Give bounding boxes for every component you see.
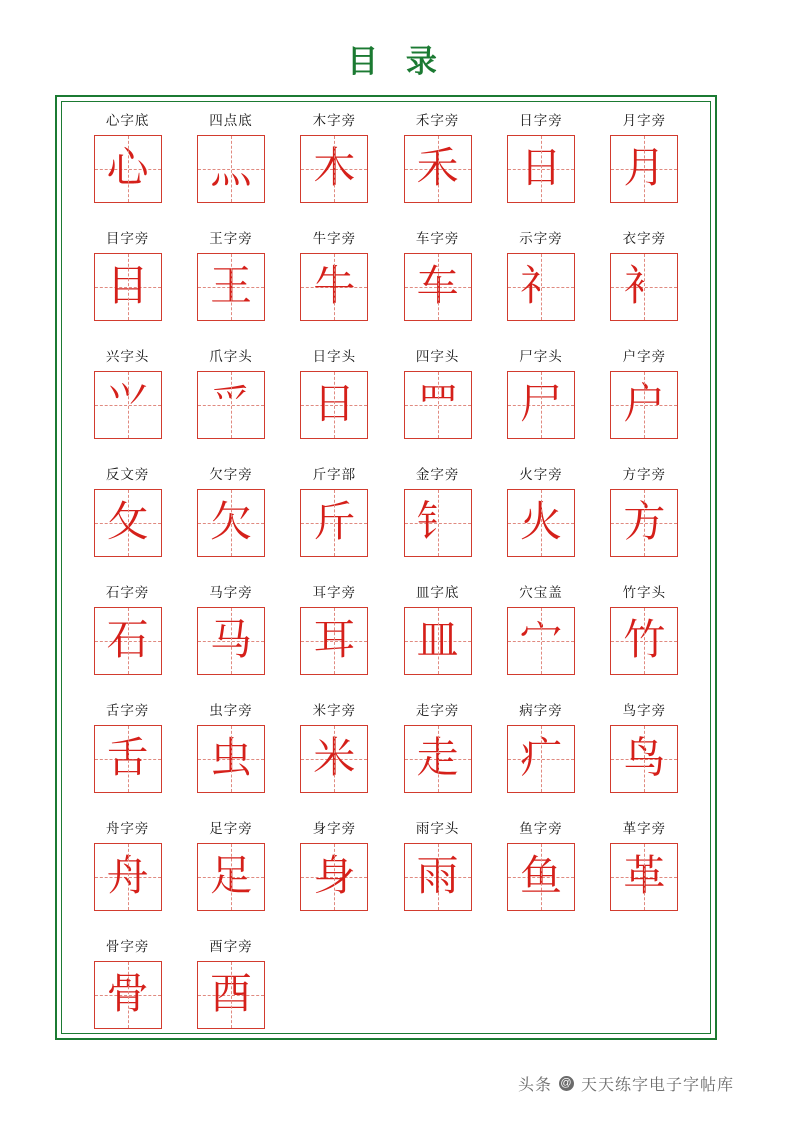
watermark-badge: 头条 — [517, 1077, 552, 1094]
radical-label: 鱼字旁 — [519, 821, 563, 836]
radical-cell — [179, 114, 282, 232]
radical-cell — [386, 350, 489, 468]
radical-cell — [283, 586, 386, 704]
radical-label: 斤字部 — [312, 467, 357, 482]
radical-cell — [283, 468, 386, 586]
radical-cell — [489, 822, 592, 940]
radical-glyph: 走 — [416, 736, 459, 782]
radical-label: 方字旁 — [622, 467, 667, 482]
radical-label: 皿字底 — [415, 585, 460, 600]
radical-glyph: 火 — [519, 500, 562, 546]
radical-label: 马字旁 — [209, 585, 253, 600]
tianzige-box — [197, 607, 265, 675]
radical-label: 骨字旁 — [105, 939, 150, 954]
radical-cell — [76, 940, 179, 1058]
tianzige-box — [197, 135, 265, 203]
radical-label: 爪字头 — [209, 349, 253, 364]
radical-cell — [76, 822, 179, 940]
tianzige-box — [610, 253, 678, 321]
radical-label: 心字底 — [105, 113, 150, 128]
radical-cell — [386, 704, 489, 822]
radical-cell — [283, 232, 386, 350]
tianzige-box — [404, 489, 472, 557]
radical-label: 足字旁 — [209, 821, 253, 836]
radical-glyph: 酉 — [209, 972, 252, 1018]
tianzige-box — [610, 725, 678, 793]
tianzige-box — [507, 725, 575, 793]
tianzige-box — [197, 489, 265, 557]
tianzige-box — [300, 843, 368, 911]
tianzige-box — [404, 135, 472, 203]
radical-label: 米字旁 — [312, 703, 357, 718]
radical-cell — [283, 704, 386, 822]
tianzige-box — [507, 135, 575, 203]
radical-glyph: 户 — [623, 382, 666, 428]
radical-label: 日字旁 — [519, 113, 563, 128]
radical-cell — [283, 822, 386, 940]
radical-cell — [76, 350, 179, 468]
tianzige-box — [197, 961, 265, 1029]
tianzige-box — [197, 725, 265, 793]
radical-label: 示字旁 — [519, 231, 563, 246]
radical-cell — [593, 468, 696, 586]
tianzige-box — [94, 961, 162, 1029]
radical-cell — [179, 704, 282, 822]
radical-label: 酉字旁 — [209, 939, 253, 954]
tianzige-box — [507, 607, 575, 675]
tianzige-box — [507, 253, 575, 321]
radical-cell — [76, 704, 179, 822]
radical-label: 穴宝盖 — [519, 585, 563, 600]
radical-glyph: 礻 — [519, 264, 562, 310]
radical-glyph: 耳 — [313, 618, 356, 664]
radical-label: 舌字旁 — [105, 703, 150, 718]
radical-label: 走字旁 — [415, 703, 460, 718]
radical-label: 牛字旁 — [312, 231, 357, 246]
radical-cell — [386, 822, 489, 940]
radical-glyph: 目 — [106, 264, 149, 310]
tianzige-box — [94, 843, 162, 911]
tianzige-box — [507, 371, 575, 439]
radical-glyph: ⺍ — [106, 382, 149, 428]
tianzige-box — [300, 607, 368, 675]
tianzige-box — [197, 371, 265, 439]
radical-glyph: 舟 — [106, 854, 149, 900]
tianzige-box — [610, 371, 678, 439]
radical-glyph: 疒 — [519, 736, 562, 782]
radical-cell — [283, 350, 386, 468]
radical-cell — [386, 232, 489, 350]
tianzige-box — [507, 489, 575, 557]
radical-glyph: 心 — [106, 146, 149, 192]
radical-label: 鸟字旁 — [622, 703, 667, 718]
radical-label: 病字旁 — [519, 703, 563, 718]
radical-glyph: 欠 — [209, 500, 252, 546]
radical-glyph: 皿 — [416, 618, 459, 664]
radical-cell — [386, 586, 489, 704]
watermark — [518, 1072, 734, 1095]
radical-glyph: 日 — [313, 382, 356, 428]
radical-cell — [179, 822, 282, 940]
radical-label: 尸字头 — [519, 349, 563, 364]
radical-label: 禾字旁 — [415, 113, 460, 128]
radical-cell — [593, 822, 696, 940]
tianzige-box — [300, 135, 368, 203]
tianzige-box — [610, 489, 678, 557]
tianzige-box — [300, 371, 368, 439]
radical-label: 革字旁 — [622, 821, 667, 836]
tianzige-box — [404, 607, 472, 675]
tianzige-box — [197, 253, 265, 321]
radical-glyph: 衤 — [623, 264, 666, 310]
tianzige-box — [507, 843, 575, 911]
tianzige-box — [404, 843, 472, 911]
radical-cell — [76, 114, 179, 232]
radical-label: 雨字头 — [415, 821, 460, 836]
radical-glyph: 爫 — [209, 382, 252, 428]
radical-glyph: 王 — [209, 264, 252, 310]
radical-glyph: 斤 — [313, 500, 356, 546]
radical-label: 衣字旁 — [622, 231, 667, 246]
radical-cell — [386, 468, 489, 586]
page-title: 目 录 — [347, 44, 447, 79]
radical-label: 虫字旁 — [209, 703, 253, 718]
radical-glyph: 日 — [519, 146, 562, 192]
radical-glyph: 灬 — [209, 146, 252, 192]
radical-cell — [593, 232, 696, 350]
tianzige-box — [94, 607, 162, 675]
radical-cell — [489, 114, 592, 232]
radical-glyph: 竹 — [623, 618, 666, 664]
tianzige-box — [94, 135, 162, 203]
radical-glyph: 马 — [209, 618, 252, 664]
radical-cell — [489, 232, 592, 350]
radical-glyph: 石 — [106, 618, 149, 664]
radical-glyph: 木 — [313, 146, 356, 192]
radical-glyph: 鱼 — [519, 854, 562, 900]
radical-label: 反文旁 — [105, 467, 150, 482]
radical-label: 木字旁 — [312, 113, 357, 128]
tianzige-box — [94, 371, 162, 439]
radical-cell — [179, 940, 282, 1058]
radical-glyph: 攵 — [106, 500, 149, 546]
tianzige-box — [300, 253, 368, 321]
radical-glyph: 禾 — [416, 146, 459, 192]
radical-glyph: 鸟 — [623, 736, 666, 782]
radical-label: 日字头 — [312, 349, 357, 364]
tianzige-box — [610, 607, 678, 675]
radical-glyph: 牛 — [313, 264, 356, 310]
tianzige-box — [197, 843, 265, 911]
radical-cell — [76, 468, 179, 586]
radical-glyph: 身 — [313, 854, 356, 900]
tianzige-box — [300, 725, 368, 793]
radical-label: 四点底 — [209, 113, 253, 128]
radical-label: 石字旁 — [105, 585, 150, 600]
radical-label: 兴字头 — [105, 349, 150, 364]
radical-glyph: 尸 — [519, 382, 562, 428]
content-frame — [55, 95, 717, 1040]
radical-cell — [593, 586, 696, 704]
radical-cell — [179, 586, 282, 704]
watermark-dot-icon: @ — [560, 1077, 573, 1089]
radical-label: 车字旁 — [415, 231, 460, 246]
radical-glyph: 革 — [623, 854, 666, 900]
radical-glyph: 方 — [623, 500, 666, 546]
radical-cell — [593, 704, 696, 822]
radical-label: 四字头 — [415, 349, 460, 364]
radical-glyph: 月 — [623, 146, 666, 192]
radical-label: 身字旁 — [312, 821, 357, 836]
radical-label: 竹字头 — [622, 585, 667, 600]
radical-cell — [283, 114, 386, 232]
radical-label: 欠字旁 — [209, 467, 253, 482]
radical-glyph: 虫 — [209, 736, 252, 782]
radical-glyph: 雨 — [416, 854, 459, 900]
radical-label: 火字旁 — [519, 467, 563, 482]
tianzige-box — [610, 843, 678, 911]
radical-glyph: 骨 — [106, 972, 149, 1018]
radical-cell — [179, 468, 282, 586]
radical-glyph: 车 — [416, 264, 459, 310]
tianzige-box — [94, 725, 162, 793]
radical-cell — [593, 350, 696, 468]
tianzige-box — [610, 135, 678, 203]
radical-cell — [179, 350, 282, 468]
radical-label: 月字旁 — [622, 113, 667, 128]
radical-label: 金字旁 — [415, 467, 460, 482]
radical-glyph: 舌 — [106, 736, 149, 782]
tianzige-box — [404, 253, 472, 321]
tianzige-box — [404, 725, 472, 793]
radical-cell — [489, 704, 592, 822]
radical-label: 目字旁 — [105, 231, 150, 246]
tianzige-box — [94, 489, 162, 557]
radical-glyph: 米 — [313, 736, 356, 782]
tianzige-box — [404, 371, 472, 439]
radical-cell — [179, 232, 282, 350]
radical-grid — [76, 114, 696, 1058]
tianzige-box — [94, 253, 162, 321]
radical-label: 王字旁 — [209, 231, 253, 246]
radical-cell — [489, 350, 592, 468]
tianzige-box — [300, 489, 368, 557]
content-frame-inner — [61, 101, 711, 1034]
radical-glyph: 钅 — [416, 500, 459, 546]
radical-label: 户字旁 — [622, 349, 667, 364]
radical-glyph: 足 — [209, 854, 252, 900]
radical-glyph: 罒 — [416, 382, 459, 428]
radical-cell — [489, 586, 592, 704]
radical-cell — [593, 114, 696, 232]
radical-label: 舟字旁 — [105, 821, 150, 836]
radical-label: 耳字旁 — [312, 585, 357, 600]
radical-cell — [386, 114, 489, 232]
radical-cell — [489, 468, 592, 586]
radical-glyph: 宀 — [519, 618, 562, 664]
radical-cell — [76, 232, 179, 350]
radical-cell — [76, 586, 179, 704]
watermark-text: 天天练字电子字帖库 — [580, 1077, 734, 1094]
